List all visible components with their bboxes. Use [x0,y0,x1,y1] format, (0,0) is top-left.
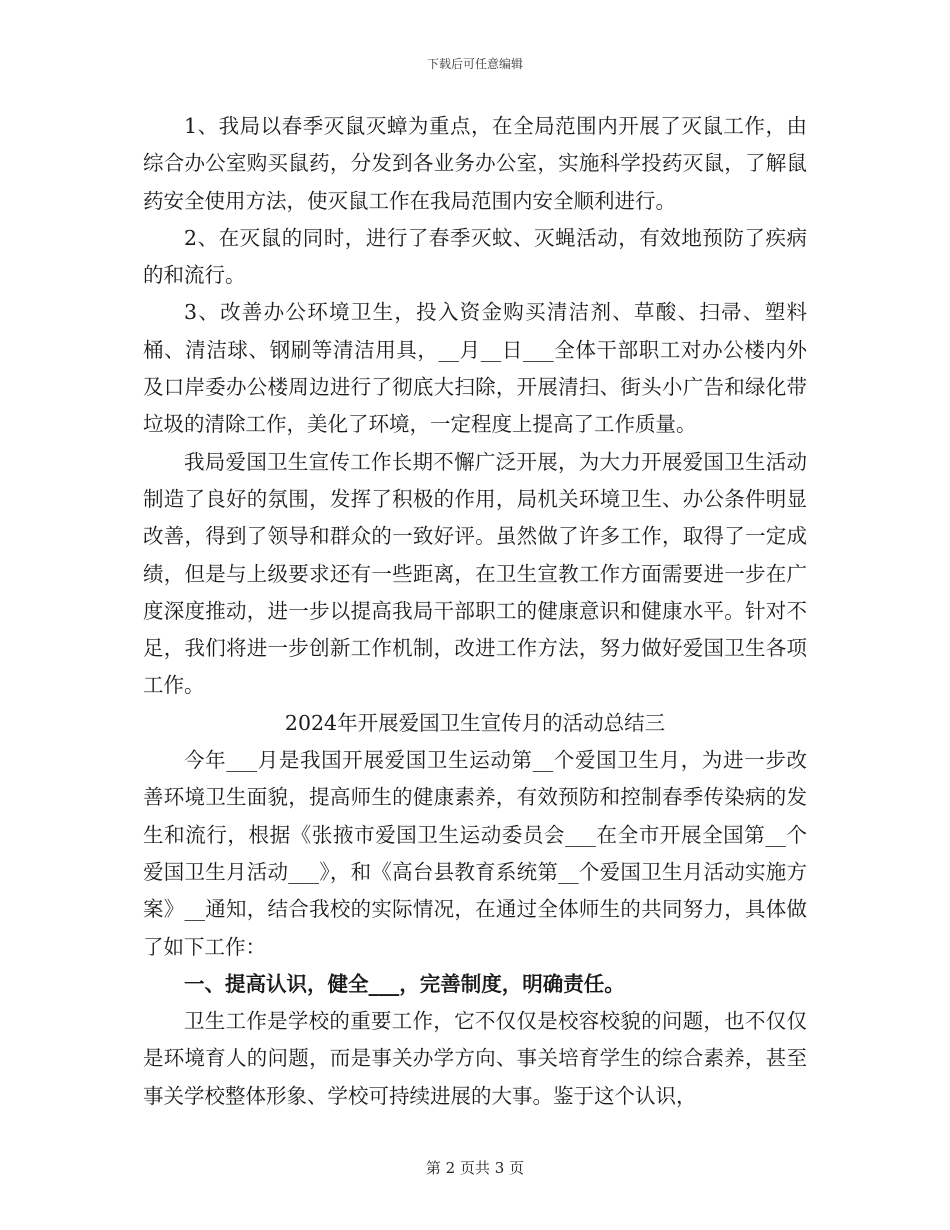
page-header-note: 下载后可任意编辑 [426,57,523,71]
paragraph-summary: 我局爱国卫生宣传工作长期不懈广泛开展，为大力开展爱国卫生活动制造了良好的氛围，发挥了积极的作用，局机关环境卫生、办公条件明显改善，得到了领导和群众的一致好评。虽然做了许多工作，取得了一定成绩，但是与上级要求还有一些距离，在卫生宣教工作方面需要进一步在广度深度推动，进一步以提高我局干部职工的健康意识和健康水平。针对不足，我们将进一步创新工作机制，改进工作方法，努力做好爱国卫生各项工作。 [143,449,807,698]
paragraph-item-1: 1、我局以春季灭鼠灭蟑为重点，在全局范围内开展了灭鼠工作，由综合办公室购买鼠药，分发到各业务办公室，实施科学投药灭鼠，了解鼠药安全使用方法，使灭鼠工作在我局范围内安全顺利进行。 [143,114,807,213]
paragraph-item-3: 3、改善办公环境卫生，投入资金购买清洁剂、草酸、扫帚、塑料桶、清洁球、钢刷等清洁用具，__月__日___全体干部职工对办公楼内外及口岸委办公楼周边进行了彻底大扫除，开展清扫、街头小广告和绿化带垃圾的清除工作，美化了环境，一定程度上提高了工作质量。 [143,300,807,437]
heading-1: 一、提高认识，健全___，完善制度，明确责任。 [184,971,625,996]
document-body [143,108,807,1115]
paragraph-item-2: 2、在灭鼠的同时，进行了春季灭蚊、灭蝇活动，有效地预防了疾病的和流行。 [143,225,807,288]
paragraph-last: 卫生工作是学校的重要工作，它不仅仅是校容校貌的问题，也不仅仅是环境育人的问题，而是事关办学方向、事关培育学生的综合素养，甚至事关学校整体形象、学校可持续进展的大事。鉴于这个认识， [143,1009,807,1108]
page-number: 第 2 页共 3 页 [425,1159,525,1177]
paragraph-intro: 今年___月是我国开展爱国卫生运动第__个爱国卫生月，为进一步改善环境卫生面貌，提高师生的健康素养，有效预防和控制春季传染病的发生和流行，根据《张掖市爱国卫生运动委员会___在全市开展全国第__个爱国卫生月活动___》，和《高台县教育系统第__个爱国卫生月活动实施方案》__通知，结合我校的实际情况，在通过全体师生的共同努力，具体做了如下工作： [143,748,807,959]
section-title: 2024年开展爱国卫生宣传月的活动总结三 [284,710,666,735]
